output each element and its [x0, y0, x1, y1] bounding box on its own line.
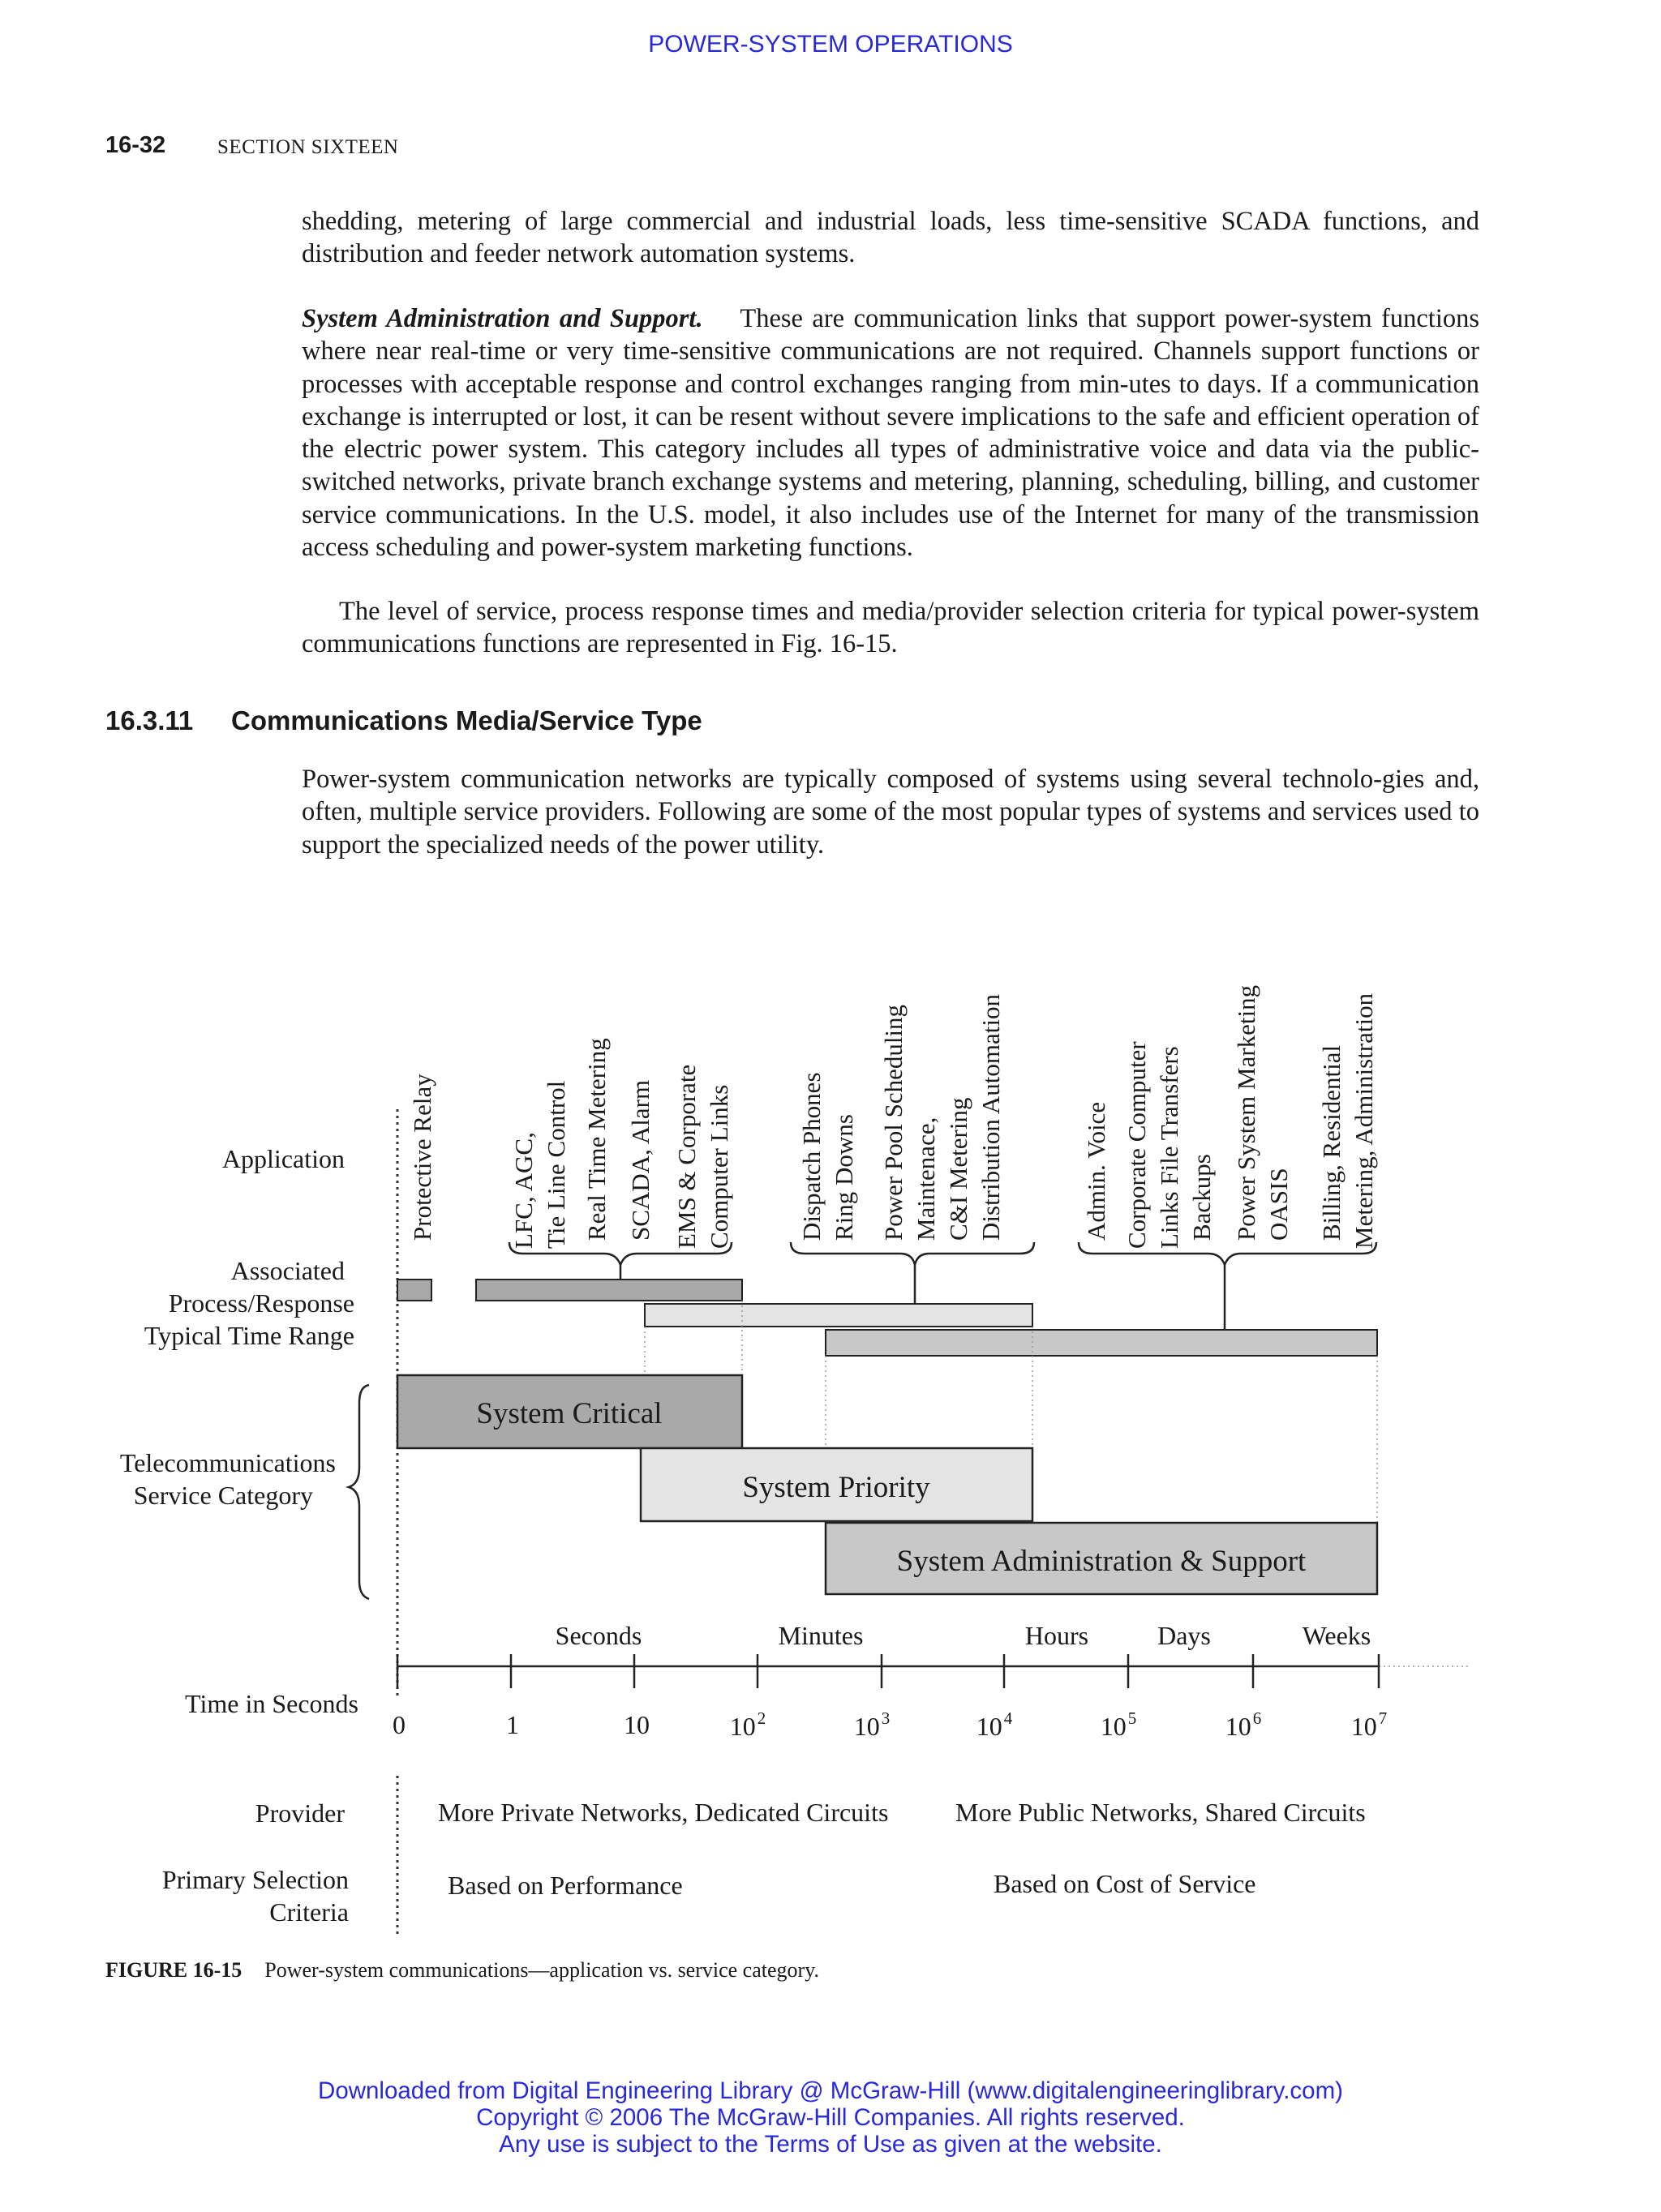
page-number: 16-32	[105, 132, 166, 158]
unit-seconds: Seconds	[555, 1621, 642, 1650]
app-maintenance: Maintenace,	[912, 1117, 940, 1241]
range-bar-system-critical	[476, 1280, 742, 1301]
app-metering-administration: Metering, Administration	[1350, 992, 1378, 1249]
row-label-telecom-1: Telecommunications	[119, 1448, 336, 1477]
figure-caption-label: FIGURE 16-15	[105, 1958, 242, 1982]
app-power-pool-scheduling: Power Pool Scheduling	[879, 1004, 908, 1241]
section-heading-number: 16.3.11	[105, 705, 194, 735]
row-label-process-2: Process/Response	[168, 1288, 354, 1318]
provider-public: More Public Networks, Shared Circuits	[955, 1798, 1366, 1827]
unit-hours: Hours	[1024, 1621, 1089, 1650]
row-label-process-1: Associated	[230, 1256, 345, 1285]
app-protective-relay: Protective Relay	[408, 1074, 436, 1241]
app-oasis: OASIS	[1264, 1168, 1293, 1241]
paragraph-1: shedding, metering of large commercial and industrial loads, less time-sensitive SCADA functions, and distribution and feeder network automation systems.	[302, 207, 1479, 269]
provider-private: More Private Networks, Dedicated Circuits	[438, 1798, 889, 1827]
row-label-process-3: Typical Time Range	[144, 1321, 354, 1350]
row-label-criteria-1: Primary Selection	[161, 1865, 349, 1894]
app-ems-corporate: EMS & Corporate	[672, 1064, 701, 1249]
tick-label-0: 0	[393, 1710, 406, 1739]
paragraph-2-text: These are communication links that support power-system functions where near real-time or very time-sensitive communications are not required. Channels support functions or processes with acceptable response and control exchanges ranging from min-utes to days. If a communication exchange is interrupted or lost, it can be resent without severe implications to the safe and efficient operation of the electric power system. This category includes all types of administrative voice and data via the public-switched networks, private branch exchange systems and metering, planning, scheduling, billing, and customer service communications. In the U.S. model, it also includes use of the Internet for many of the transmission access scheduling and power-system marketing functions.	[302, 304, 1479, 563]
app-ring-downs: Ring Downs	[830, 1114, 858, 1241]
tick-label-10: 10	[624, 1710, 650, 1739]
criteria-cost: Based on Cost of Service	[994, 1869, 1256, 1898]
app-computer-links: Computer Links	[705, 1084, 733, 1249]
range-bar-protective-relay	[397, 1280, 431, 1301]
tick-label-1: 1	[506, 1710, 519, 1739]
footer-line-3: Any use is subject to the Terms of Use as given at the website.	[499, 2131, 1162, 2158]
category-system-admin-label: System Administration & Support	[896, 1545, 1307, 1578]
paragraph-3: The level of service, process response times and media/provider selection criteria for typical power-system communications functions are represented in Fig. 16-15.	[302, 597, 1479, 659]
app-billing-residential: Billing, Residential	[1317, 1044, 1346, 1241]
tick-label-1e5: $10^5$	[1100, 1708, 1137, 1741]
tick-label-1e7: $10^7$	[1350, 1708, 1388, 1741]
app-scada-alarm: SCADA, Alarm	[626, 1079, 655, 1241]
row-label-telecom-2: Service Category	[133, 1481, 313, 1510]
row-label-application: Application	[221, 1144, 345, 1173]
footer-notice	[0, 2077, 1661, 2158]
app-links-file-transfers: Links File Transfers	[1155, 1046, 1183, 1249]
row-label-provider: Provider	[255, 1798, 345, 1828]
row-label-time: Time in Seconds	[185, 1689, 358, 1718]
category-system-critical-label: System Critical	[476, 1397, 663, 1430]
row-label-criteria-2: Criteria	[269, 1897, 349, 1927]
unit-minutes: Minutes	[778, 1621, 864, 1650]
paragraph-4: Power-system communication networks are typically composed of systems using several technolo-gies and, often, multiple service providers. Following are some of the most popular types of systems and services used to support the specialized needs of the power utility.	[302, 765, 1479, 860]
tick-label-1e2: $10^2$	[729, 1708, 766, 1741]
app-dispatch-phones: Dispatch Phones	[797, 1072, 826, 1241]
app-backups: Backups	[1187, 1154, 1216, 1241]
app-lfc-agc: LFC, AGC,	[509, 1132, 538, 1249]
running-header: POWER-SYSTEM OPERATIONS	[648, 31, 1013, 58]
app-distribution-automation: Distribution Automation	[976, 994, 1005, 1241]
range-bar-system-admin	[826, 1330, 1377, 1356]
paragraph-2-lead: System Administration and Support.	[302, 304, 703, 333]
range-bar-system-priority	[645, 1304, 1032, 1327]
app-real-time-metering: Real Time Metering	[582, 1038, 611, 1241]
app-tie-line-control: Tie Line Control	[542, 1080, 570, 1249]
app-power-system-marketing: Power System Marketing	[1232, 984, 1260, 1241]
app-ci-metering: C&I Metering	[944, 1097, 972, 1241]
tick-label-1e6: $10^6$	[1225, 1708, 1262, 1741]
tick-label-1e3: $10^3$	[853, 1708, 891, 1741]
brace-group-2	[791, 1242, 1034, 1265]
app-corporate-computer: Corporate Computer	[1122, 1041, 1151, 1249]
section-label: SECTION SIXTEEN	[217, 136, 399, 158]
unit-weeks: Weeks	[1302, 1621, 1371, 1650]
tick-label-1e4: $10^4$	[976, 1708, 1013, 1741]
section-heading-title: Communications Media/Service Type	[231, 705, 702, 735]
figure-caption-text: Power-system communications—application vs. service category.	[264, 1958, 819, 1982]
footer-line-2: Copyright © 2006 The McGraw-Hill Companies. All rights reserved.	[476, 2104, 1185, 2131]
footer-line-1[interactable]: Downloaded from Digital Engineering Library @ McGraw-Hill (www.digitalengineeringlibrary.com)	[318, 2077, 1343, 2104]
app-admin-voice: Admin. Voice	[1082, 1101, 1110, 1241]
telecom-brace	[349, 1385, 369, 1599]
figure-caption	[105, 1958, 819, 1983]
unit-days: Days	[1157, 1621, 1211, 1650]
criteria-performance: Based on Performance	[448, 1871, 683, 1900]
category-system-priority-label: System Priority	[742, 1471, 930, 1504]
